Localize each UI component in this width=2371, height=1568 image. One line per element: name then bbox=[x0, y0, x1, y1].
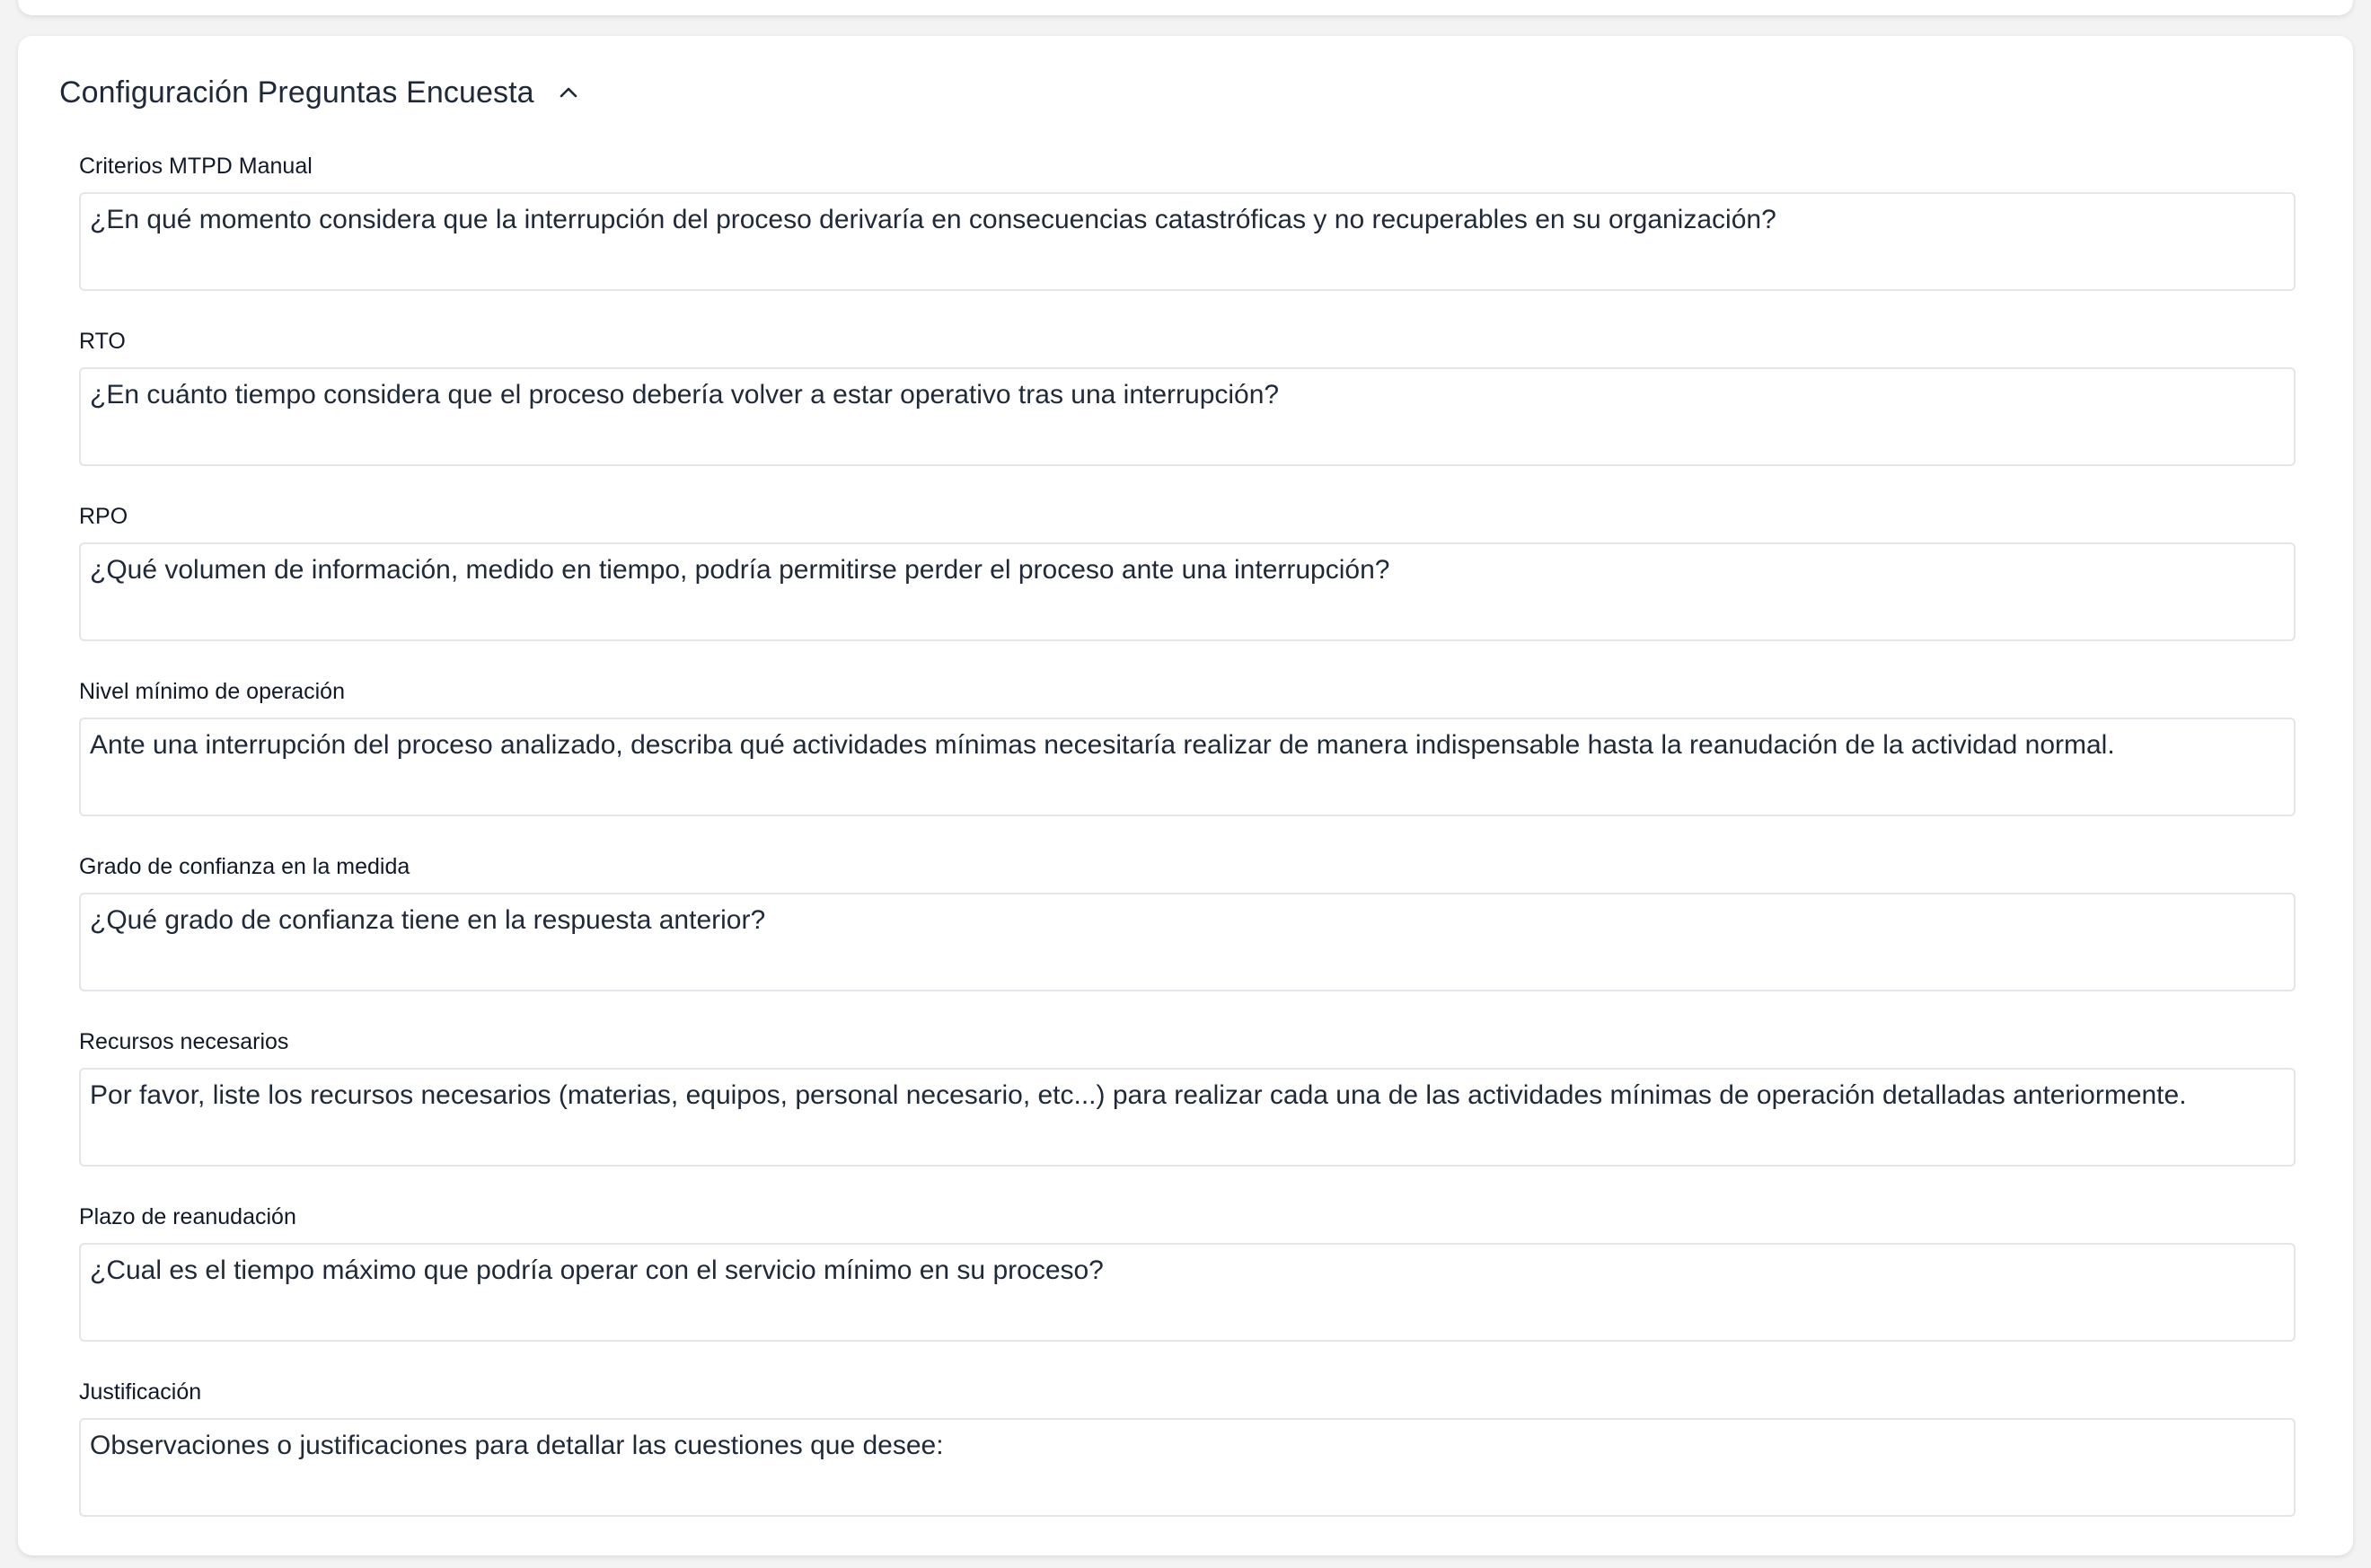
field-resumption-time bbox=[79, 1203, 2296, 1379]
survey-questions-card bbox=[18, 36, 2353, 1555]
field-rpo bbox=[79, 503, 2296, 678]
field-confidence-level bbox=[79, 853, 2296, 1028]
field-rto bbox=[79, 328, 2296, 503]
field-label: Grado de confianza en la medida bbox=[79, 854, 410, 879]
resumption-time-textarea[interactable]: ¿Cual es el tiempo máximo que podría operar con el servicio mínimo en su proceso? bbox=[79, 1243, 2296, 1342]
field-label: Recursos necesarios bbox=[79, 1029, 289, 1054]
section-header[interactable] bbox=[59, 70, 579, 115]
field-label: RPO bbox=[79, 504, 128, 529]
field-mtpd-manual bbox=[79, 153, 2296, 328]
confidence-level-textarea[interactable]: ¿Qué grado de confianza tiene en la respuesta anterior? bbox=[79, 893, 2296, 991]
field-label: Justificación bbox=[79, 1379, 202, 1405]
field-label: Plazo de reanudación bbox=[79, 1204, 296, 1229]
min-operation-level-textarea[interactable]: Ante una interrupción del proceso analizado, describa qué actividades mínimas necesitaría realizar de manera indispensable hasta la reanudación de la actividad normal. bbox=[79, 718, 2296, 816]
rpo-textarea[interactable]: ¿Qué volumen de información, medido en tiempo, podría permitirse perder el proceso ante una interrupción? bbox=[79, 542, 2296, 641]
mtpd-manual-textarea[interactable]: ¿En qué momento considera que la interrupción del proceso derivaría en consecuencias catastróficas y no recuperables en su organización? bbox=[79, 192, 2296, 291]
field-min-operation-level bbox=[79, 678, 2296, 853]
previous-section-card bbox=[18, 0, 2353, 15]
required-resources-textarea[interactable]: Por favor, liste los recursos necesarios (materias, equipos, personal necesario, etc...) para realizar cada una de las actividades mínimas de operación detalladas anteriormente. bbox=[79, 1068, 2296, 1167]
field-label: Criterios MTPD Manual bbox=[79, 154, 313, 179]
chevron-up-icon[interactable] bbox=[558, 82, 579, 103]
section-title: Configuración Preguntas Encuesta bbox=[59, 75, 534, 110]
field-label: Nivel mínimo de operación bbox=[79, 679, 345, 704]
field-required-resources bbox=[79, 1028, 2296, 1203]
question-fields bbox=[79, 153, 2296, 1554]
field-label: RTO bbox=[79, 329, 126, 354]
field-justification bbox=[79, 1379, 2296, 1554]
justification-textarea[interactable]: Observaciones o justificaciones para detallar las cuestiones que desee: bbox=[79, 1418, 2296, 1517]
rto-textarea[interactable]: ¿En cuánto tiempo considera que el proceso debería volver a estar operativo tras una interrupción? bbox=[79, 367, 2296, 466]
